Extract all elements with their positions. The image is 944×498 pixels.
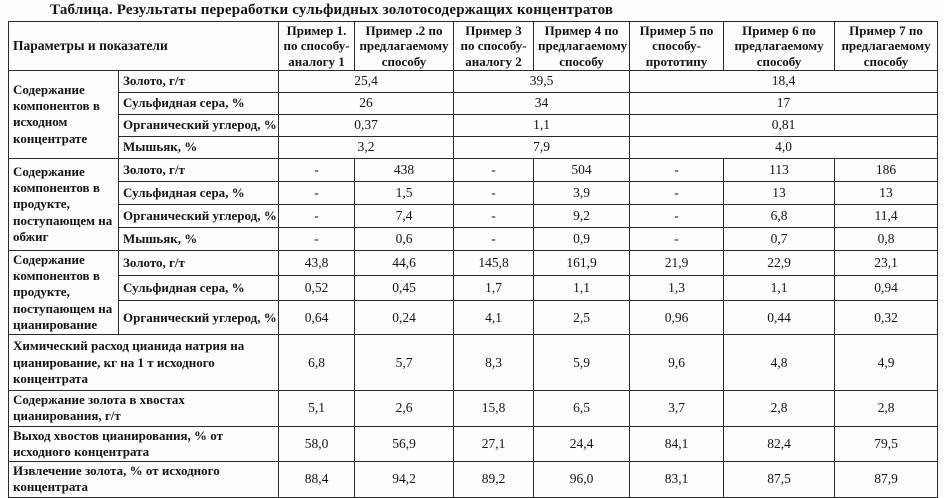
param-label: Органический углерод, % (119, 204, 279, 227)
value-cell: - (454, 227, 534, 250)
value-cell: 4,0 (630, 136, 938, 158)
value-cell: - (630, 158, 724, 181)
value-cell: 17 (630, 92, 938, 114)
table-row (9, 181, 938, 204)
value-cell: - (279, 181, 355, 204)
value-cell: 18,4 (630, 70, 938, 92)
value-cell: 0,32 (835, 300, 938, 334)
param-label-gold-in-tailings: Содержание золота в хвостах цианирования, г/т (9, 391, 279, 427)
value-cell: 4,9 (835, 335, 938, 391)
value-cell: 6,5 (534, 391, 630, 427)
value-cell: 24,4 (534, 426, 630, 462)
group-label-initial-concentrate: Содержание компонентов в исходном концентрате (9, 70, 119, 158)
value-cell: 5,7 (355, 335, 454, 391)
table-row (9, 335, 938, 391)
value-cell: 145,8 (454, 250, 534, 275)
value-cell: 8,3 (454, 335, 534, 391)
param-label: Сульфидная сера, % (119, 181, 279, 204)
value-cell: 186 (835, 158, 938, 181)
value-cell: 0,45 (355, 275, 454, 300)
column-header-example-1: Пример 1. по способу-аналогу 1 (279, 22, 355, 71)
value-cell: 3,2 (279, 136, 454, 158)
value-cell: 87,9 (835, 462, 938, 498)
value-cell: 21,9 (630, 250, 724, 275)
value-cell: - (279, 227, 355, 250)
value-cell: 0,96 (630, 300, 724, 334)
table-row (9, 204, 938, 227)
value-cell: 161,9 (534, 250, 630, 275)
value-cell: 3,7 (630, 391, 724, 427)
value-cell: 26 (279, 92, 454, 114)
value-cell: 9,6 (630, 335, 724, 391)
value-cell: 2,8 (724, 391, 835, 427)
param-label-gold-recovery: Извлечение золота, % от исходного концентрата (9, 462, 279, 498)
value-cell: 5,9 (534, 335, 630, 391)
value-cell: 1,1 (454, 114, 630, 136)
table-row (9, 426, 938, 462)
value-cell: - (279, 204, 355, 227)
group-label-roasting-product: Содержание компонентов в продукте, поступающем на обжиг (9, 158, 119, 250)
param-label: Мышьяк, % (119, 136, 279, 158)
value-cell: 79,5 (835, 426, 938, 462)
value-cell: 83,1 (630, 462, 724, 498)
value-cell: 1,5 (355, 181, 454, 204)
value-cell: 3,9 (534, 181, 630, 204)
table-row (9, 300, 938, 334)
value-cell: 56,9 (355, 426, 454, 462)
column-header-example-2: Пример .2 по предлагаемому способу (355, 22, 454, 71)
column-header-example-6: Пример 6 по предлагаемому способу (724, 22, 835, 71)
value-cell: 1,1 (724, 275, 835, 300)
value-cell: - (630, 181, 724, 204)
value-cell: 34 (454, 92, 630, 114)
value-cell: 113 (724, 158, 835, 181)
param-label: Сульфидная сера, % (119, 92, 279, 114)
table-row (9, 114, 938, 136)
value-cell: 438 (355, 158, 454, 181)
value-cell: - (454, 181, 534, 204)
value-cell: 0,81 (630, 114, 938, 136)
value-cell: 89,2 (454, 462, 534, 498)
value-cell: 9,2 (534, 204, 630, 227)
value-cell: 6,8 (724, 204, 835, 227)
table-row (9, 462, 938, 498)
value-cell: 87,5 (724, 462, 835, 498)
column-header-example-5: Пример 5 по способу-прототипу (630, 22, 724, 71)
param-label-cyanide-consumption: Химический расход цианида натрия на цианирование, кг на 1 т исходного концентрата (9, 335, 279, 391)
value-cell: - (630, 227, 724, 250)
table-row (9, 275, 938, 300)
table-header-row (9, 22, 938, 71)
value-cell: 22,9 (724, 250, 835, 275)
value-cell: 4,8 (724, 335, 835, 391)
value-cell: 1,3 (630, 275, 724, 300)
param-label: Органический углерод, % (119, 114, 279, 136)
table-row (9, 391, 938, 427)
value-cell: 27,1 (454, 426, 534, 462)
column-header-example-3: Пример 3 по способу-аналогу 2 (454, 22, 534, 71)
value-cell: 1,7 (454, 275, 534, 300)
value-cell: - (630, 204, 724, 227)
value-cell: - (279, 158, 355, 181)
value-cell: 2,6 (355, 391, 454, 427)
column-header-example-4: Пример 4 по предлагаемому способу (534, 22, 630, 71)
value-cell: 44,6 (355, 250, 454, 275)
value-cell: 11,4 (835, 204, 938, 227)
value-cell: 39,5 (454, 70, 630, 92)
value-cell: 4,1 (454, 300, 534, 334)
value-cell: 1,1 (534, 275, 630, 300)
value-cell: 58,0 (279, 426, 355, 462)
param-label: Органический углерод, % (119, 300, 279, 334)
value-cell: 94,2 (355, 462, 454, 498)
params-header: Параметры и показатели (9, 22, 279, 71)
value-cell: 0,8 (835, 227, 938, 250)
table-row (9, 250, 938, 275)
value-cell: 0,24 (355, 300, 454, 334)
param-label: Сульфидная сера, % (119, 275, 279, 300)
group-label-cyanidation-product: Содержание компонентов в продукте, поступающем на цианирование (9, 250, 119, 334)
value-cell: 6,8 (279, 335, 355, 391)
value-cell: - (454, 204, 534, 227)
value-cell: 0,7 (724, 227, 835, 250)
param-label: Золото, г/т (119, 250, 279, 275)
table-title: Таблица. Результаты переработки сульфидных золотосодержащих концентратов (50, 2, 614, 18)
table-row (9, 136, 938, 158)
value-cell: 0,52 (279, 275, 355, 300)
param-label: Золото, г/т (119, 158, 279, 181)
results-table (8, 21, 938, 498)
value-cell: 2,5 (534, 300, 630, 334)
value-cell: 0,94 (835, 275, 938, 300)
table-row (9, 158, 938, 181)
value-cell: 7,9 (454, 136, 630, 158)
value-cell: 25,4 (279, 70, 454, 92)
column-header-example-7: Пример 7 по предлагаемому способу (835, 22, 938, 71)
value-cell: 88,4 (279, 462, 355, 498)
value-cell: 0,64 (279, 300, 355, 334)
value-cell: 7,4 (355, 204, 454, 227)
param-label-tailings-yield: Выход хвостов цианирования, % от исходного концентрата (9, 426, 279, 462)
value-cell: 96,0 (534, 462, 630, 498)
value-cell: 43,8 (279, 250, 355, 275)
param-label: Золото, г/т (119, 70, 279, 92)
value-cell: 0,37 (279, 114, 454, 136)
value-cell: 23,1 (835, 250, 938, 275)
value-cell: - (454, 158, 534, 181)
value-cell: 84,1 (630, 426, 724, 462)
value-cell: 0,44 (724, 300, 835, 334)
table-row (9, 92, 938, 114)
value-cell: 2,8 (835, 391, 938, 427)
value-cell: 0,6 (355, 227, 454, 250)
value-cell: 0,9 (534, 227, 630, 250)
table-row (9, 70, 938, 92)
value-cell: 13 (724, 181, 835, 204)
table-row (9, 227, 938, 250)
value-cell: 13 (835, 181, 938, 204)
value-cell: 15,8 (454, 391, 534, 427)
value-cell: 504 (534, 158, 630, 181)
param-label: Мышьяк, % (119, 227, 279, 250)
value-cell: 82,4 (724, 426, 835, 462)
value-cell: 5,1 (279, 391, 355, 427)
